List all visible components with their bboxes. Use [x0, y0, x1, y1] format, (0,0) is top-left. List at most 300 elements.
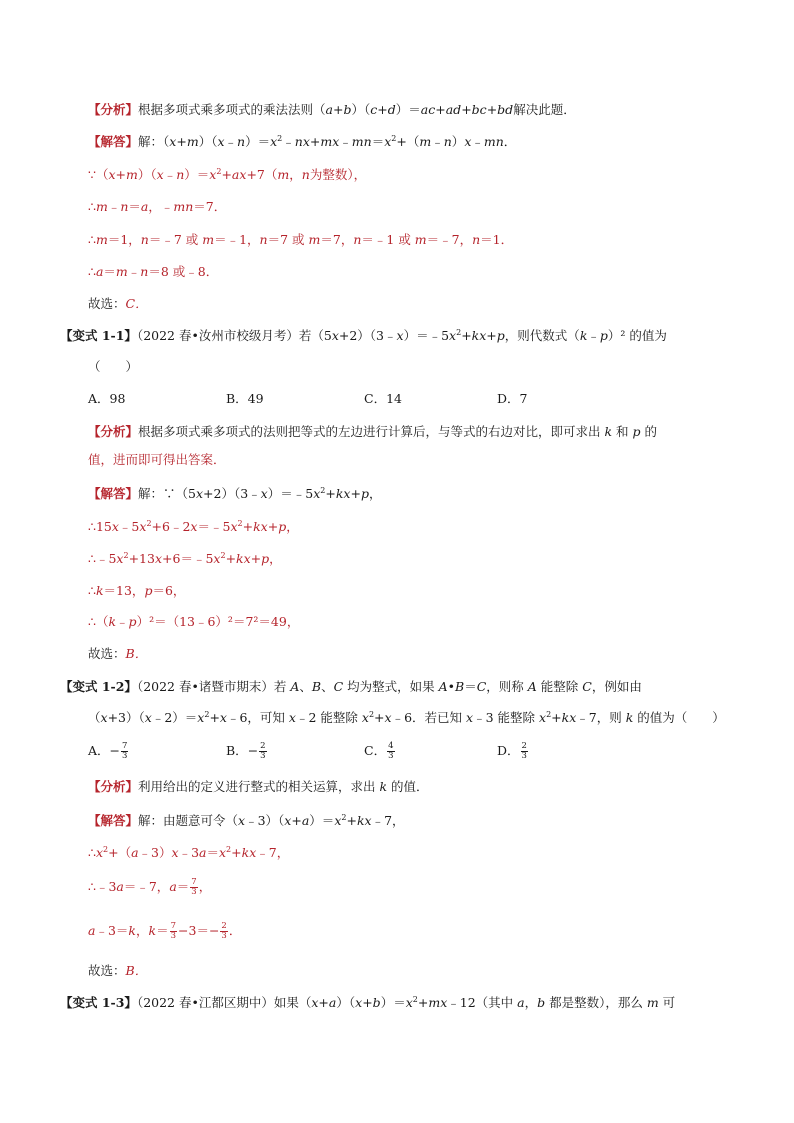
math-variable: p — [261, 551, 270, 566]
math-variable: mn — [351, 134, 372, 149]
text-run: ）＝﹣5 — [267, 486, 314, 501]
math-variable: x — [219, 710, 227, 725]
math-variable: nx — [294, 134, 310, 149]
rich-analysis-2 — [138, 779, 429, 794]
text-run: ＝ — [206, 845, 219, 860]
text-run: + — [486, 328, 497, 343]
math-variable: x — [313, 486, 321, 501]
math-variable: x — [217, 134, 225, 149]
text-run: ）（ — [336, 995, 356, 1010]
text-run: 根据多项式乘多项式的乘法法则（ — [138, 102, 326, 117]
text-run: （2022 春•诸暨市期末）若 — [136, 679, 291, 694]
math-variable: kx — [236, 551, 251, 566]
choice-result: 故选：B． — [88, 646, 148, 661]
text-run: ﹣ — [339, 134, 352, 149]
text-run: ﹣3 — [178, 845, 200, 860]
math-variable: k — [604, 424, 613, 439]
math-variable: n — [140, 264, 149, 279]
text-run: +2）（3﹣ — [338, 328, 397, 343]
math-variable: n — [259, 232, 268, 247]
math-variable: m — [126, 167, 138, 182]
text-run: ﹣3） — [138, 845, 172, 860]
rich-q-2 — [137, 679, 642, 694]
text-run: ，则称 — [486, 679, 528, 694]
math-variable: x — [384, 134, 392, 149]
math-variable: mn — [173, 199, 194, 214]
text-run: ﹣5 — [118, 519, 140, 534]
text-run: + — [176, 134, 187, 149]
text-run: + — [221, 167, 232, 182]
text-run: ， — [524, 995, 538, 1010]
text-run: ﹣7， — [256, 845, 290, 860]
rich-answer-0 — [138, 134, 516, 149]
math-variable: n — [472, 232, 481, 247]
text-run: + — [377, 102, 388, 117]
solution-step: a﹣3＝k，k＝ $\frac{7}{3}$ −3＝− $\frac{2}{3}$ ． — [88, 921, 242, 941]
text-run: ）＝ — [395, 102, 421, 117]
text-run: + — [551, 710, 562, 725]
text-run: ＝7 或 — [267, 232, 309, 247]
text-run: ）（ — [351, 102, 371, 117]
rich-analysis-0 — [138, 102, 576, 117]
text-run: 可 — [658, 995, 676, 1010]
text-run: （ — [88, 710, 101, 725]
math-variable: ac — [420, 102, 436, 117]
math-variable: x — [209, 167, 217, 182]
exponent: 2 — [456, 327, 462, 337]
text-run: + — [291, 813, 302, 828]
option-d: D．7 — [497, 391, 528, 406]
text-run: ﹣ — [471, 134, 484, 149]
math-variable: m — [419, 134, 432, 149]
math-variable: x — [144, 710, 152, 725]
text-run: ）² 的值为 — [607, 328, 667, 343]
text-run: + — [332, 102, 344, 117]
text-run: + — [250, 551, 262, 566]
math-variable: x — [95, 845, 104, 860]
math-variable: bd — [497, 102, 514, 117]
solution-step: ∴﹣3a＝﹣7，a＝ $\frac{7}{3}$ ， — [88, 877, 212, 897]
math-variable: ax — [231, 167, 247, 182]
math-variable: b — [343, 102, 352, 117]
fraction: $\frac{7}{3}$ — [170, 921, 177, 941]
problem-blank: （ ） — [88, 359, 139, 374]
text-run: + — [461, 328, 472, 343]
rich-step-1-2 — [88, 583, 185, 598]
problem-statement: 【变式 1-1】（2022 春•汝州市校级月考）若$(5x+2)(3﹣x)=﹣5x^2+kx+p$，则代数式（k﹣p）² 的值为 — [60, 327, 667, 343]
solution-step — [88, 166, 366, 184]
exponent: 2 — [341, 812, 347, 822]
text-run: 解决此题． — [513, 102, 576, 117]
math-variable: x — [238, 813, 246, 828]
text-run: ） — [451, 134, 465, 149]
math-variable: x — [197, 710, 205, 725]
text-run: ＝7， — [320, 232, 354, 247]
text-run: ﹣ — [116, 614, 129, 629]
text-run: + — [435, 102, 446, 117]
rich-q-3 — [137, 995, 675, 1010]
text-run: ）＝ — [245, 134, 271, 149]
math-variable: x — [466, 710, 474, 725]
fraction: $\frac{2}{3}$ — [260, 741, 266, 761]
text-run: + — [242, 519, 254, 534]
text-run: ﹣ — [107, 199, 121, 214]
math-variable: x — [284, 813, 292, 828]
math-variable: x — [213, 551, 221, 566]
text-run: ＝1， — [107, 232, 141, 247]
text-run: ﹣ — [224, 134, 238, 149]
option-d: D． $\frac{2}{3}$ — [497, 741, 527, 761]
choice-result: 故选：C． — [88, 296, 148, 311]
math-variable: mn — [483, 134, 504, 149]
math-variable: A — [290, 679, 300, 694]
text-run: 的 — [640, 424, 658, 439]
math-variable: mx — [320, 134, 340, 149]
text-run: ﹣ — [127, 264, 141, 279]
math-variable: n — [301, 167, 310, 182]
math-variable: x — [139, 519, 147, 534]
text-run: 解：（ — [138, 134, 170, 149]
math-variable: a — [517, 995, 525, 1010]
math-variable: x — [190, 519, 198, 534]
text-run: ＝﹣1 或 — [361, 232, 415, 247]
text-run: 解：由题意可令（ — [138, 813, 239, 828]
text-run: ﹣7， — [371, 813, 405, 828]
math-variable: a — [199, 845, 207, 860]
math-variable: m — [277, 167, 290, 182]
math-variable: x — [260, 486, 268, 501]
text-run: ∴15 — [88, 519, 112, 534]
exponent: 2 — [123, 550, 129, 560]
text-run: 的值为（ ） — [633, 710, 725, 725]
problem-statement: 【变式 1-2】（2022 春•诸暨市期末）若 A、B、C 均为整式，如果 A•B＝C，则称 A 能整除 C，例如由 — [60, 679, 642, 694]
solution-step — [88, 613, 299, 631]
solution-step — [88, 231, 513, 249]
text-run: +3）（ — [107, 710, 145, 725]
math-variable: x — [539, 710, 547, 725]
text-run: ， — [289, 167, 302, 182]
text-run: ）（ — [137, 167, 157, 182]
exponent: 2 — [226, 844, 232, 854]
text-run: ﹣12（其中 — [447, 995, 518, 1010]
text-run: （2022 春•江都区期中）如果（ — [136, 995, 312, 1010]
text-run: ）＝ — [380, 995, 406, 1010]
text-run: ∵（ — [88, 167, 109, 182]
math-variable: a — [95, 264, 104, 279]
text-run: ﹣2）＝ — [151, 710, 198, 725]
text-run: 、 — [321, 679, 334, 694]
text-run: ﹣ — [163, 167, 177, 182]
text-run: +13 — [128, 551, 155, 566]
rich-step-0-0 — [88, 167, 366, 182]
math-variable: m — [202, 232, 215, 247]
math-variable: x — [396, 328, 404, 343]
text-run: ﹣ — [282, 134, 295, 149]
math-variable: x — [111, 519, 119, 534]
math-variable: k — [379, 779, 388, 794]
text-run: ， — [269, 551, 282, 566]
text-run: ﹣6．若已知 — [391, 710, 467, 725]
text-run: + — [417, 995, 429, 1010]
math-variable: x — [334, 813, 342, 828]
math-variable: b — [372, 995, 381, 1010]
option-a: A．98 — [88, 391, 126, 406]
text-run: ， — [368, 486, 382, 501]
solution-step — [88, 550, 282, 568]
math-variable: x — [361, 710, 369, 725]
exponent: 2 — [204, 709, 210, 719]
text-run: ＝7． — [193, 199, 227, 214]
math-variable: a — [328, 995, 337, 1010]
text-run: ∴ — [88, 845, 96, 860]
math-variable: kx — [356, 813, 372, 828]
option-c: C． $\frac{4}{3}$ — [364, 741, 394, 761]
math-variable: m — [646, 995, 659, 1010]
exponent: 2 — [391, 133, 397, 143]
exponent: 2 — [237, 518, 243, 528]
analysis-line: 【分析】根据多项式乘多项式的乘法法则（a+b）（c+d）＝ac+ad+bc+bd解决此题． — [88, 102, 576, 117]
problem-statement: 【变式 1-3】（2022 春•江都区期中）如果$(x+a)(x+b)=x^2+mx﹣12$（其中 a，b 都是整数），那么 m 可 — [60, 994, 676, 1010]
text-run: ＝8 或﹣8． — [148, 264, 219, 279]
rich-step-0-3 — [88, 264, 218, 279]
fraction: $\frac{7}{3}$ — [122, 741, 128, 761]
text-run: ∴ — [88, 583, 96, 598]
text-run: ∴ — [88, 199, 96, 214]
text-run: ）＝﹣5 — [403, 328, 450, 343]
math-variable: x — [464, 134, 472, 149]
rich-q2-line2 — [88, 710, 725, 725]
exponent: 2 — [146, 518, 152, 528]
analysis-line-cont: 值，进而即可得出答案． — [88, 452, 226, 467]
text-run: ∴﹣5 — [88, 551, 117, 566]
math-variable: m — [95, 232, 108, 247]
math-variable: A — [438, 679, 448, 694]
rich-step-2-0 — [88, 845, 289, 860]
math-variable: k — [579, 328, 588, 343]
math-variable: C — [582, 679, 592, 694]
math-variable: x — [100, 710, 108, 725]
text-run: + — [374, 710, 385, 725]
math-variable: C — [476, 679, 487, 694]
math-variable: n — [237, 134, 246, 149]
math-variable: m — [308, 232, 321, 247]
rich-answer-2 — [138, 813, 405, 828]
text-run: + — [325, 486, 336, 501]
math-variable: bc — [471, 102, 487, 117]
text-run: ＝﹣7 或 — [148, 232, 203, 247]
math-variable: kx — [253, 519, 268, 534]
solution-step — [88, 263, 218, 281]
text-run: +2）（3﹣ — [203, 486, 261, 501]
math-variable: n — [443, 134, 452, 149]
math-variable: x — [384, 710, 392, 725]
text-run: ﹣7，则 — [576, 710, 626, 725]
math-variable: n — [120, 199, 129, 214]
answer-line: 【解答】解：$\because(5x+2)(3﹣x)=﹣5x^2+kx+p$， — [88, 485, 382, 501]
math-variable: x — [270, 134, 278, 149]
math-variable: x — [116, 551, 124, 566]
text-run: ＝ — [103, 264, 116, 279]
text-run: ＝ — [371, 134, 385, 149]
math-variable: kx — [561, 710, 577, 725]
math-variable: p — [496, 328, 505, 343]
text-run: ∴（ — [88, 614, 109, 629]
text-run: ﹣3）（ — [245, 813, 285, 828]
math-variable: p — [599, 328, 608, 343]
math-variable: x — [288, 710, 296, 725]
text-run: 利用给出的定义进行整式的相关运算，求出 — [138, 779, 380, 794]
math-variable: x — [154, 551, 163, 566]
solution-step — [88, 518, 299, 536]
math-variable: m — [414, 232, 427, 247]
math-variable: p — [632, 424, 641, 439]
analysis-line: 【分析】利用给出的定义进行整式的相关运算，求出 k 的值． — [88, 779, 429, 794]
text-run: +7（ — [246, 167, 278, 182]
option-c: C．14 — [364, 391, 402, 406]
answer-line: 【解答】解：$(x+m)(x﹣n)=x^2﹣nx+mx﹣mn=x^2+(m﹣n)x﹣mn$． — [88, 133, 517, 149]
math-variable: x — [218, 845, 227, 860]
text-run: ）＝ — [184, 167, 210, 182]
math-variable: a — [131, 845, 139, 860]
solution-step — [88, 582, 185, 600]
option-b: B．− $\frac{2}{3}$ — [226, 741, 266, 761]
text-run: ＝﹣7， — [426, 232, 473, 247]
text-run: ＝ — [464, 679, 477, 694]
math-variable: ad — [445, 102, 462, 117]
rich-step-1-1 — [88, 551, 282, 566]
exponent: 2 — [103, 844, 109, 854]
exponent: 2 — [277, 133, 283, 143]
math-variable: x — [156, 167, 164, 182]
rich-step-0-1 — [88, 199, 226, 214]
text-run: ﹣2 能整除 — [295, 710, 362, 725]
option-b: B．49 — [226, 391, 264, 406]
math-variable: x — [405, 995, 413, 1010]
text-run: + — [267, 519, 279, 534]
text-run: 都是整数），那么 — [545, 995, 647, 1010]
math-variable: p — [144, 583, 153, 598]
answer-line: 【解答】解：由题意可令$(x﹣3)(x+a)=x^2+kx﹣7$， — [88, 812, 405, 828]
rich-step-1-3 — [88, 614, 299, 629]
rich-answer-1 — [138, 486, 381, 501]
exponent: 2 — [320, 485, 326, 495]
math-variable: x — [169, 134, 177, 149]
text-run: + — [115, 167, 126, 182]
text-run: +（ — [108, 845, 132, 860]
math-variable: d — [387, 102, 396, 117]
exponent: 2 — [368, 709, 375, 719]
text-run: + — [231, 845, 242, 860]
text-run: （2022 春•汝州市校级月考）若（5 — [136, 328, 332, 343]
fraction: $\frac{2}{3}$ — [221, 921, 227, 941]
text-run: 和 — [612, 424, 633, 439]
math-variable: kx — [241, 845, 257, 860]
text-run: 解：∵（5 — [138, 486, 196, 501]
math-variable: x — [331, 328, 339, 343]
math-variable: k — [108, 614, 117, 629]
text-run: ＝6， — [152, 583, 186, 598]
text-run: + — [346, 813, 357, 828]
fraction: $\frac{2}{3}$ — [521, 741, 527, 761]
text-run: ）＝ — [309, 813, 335, 828]
text-run: ，例如由 — [591, 679, 642, 694]
text-run: 为整数）， — [309, 167, 367, 182]
text-run: +6﹣2 — [151, 519, 191, 534]
math-variable: m — [115, 264, 128, 279]
math-variable: B — [455, 679, 465, 694]
text-run: ﹣6，可知 — [226, 710, 289, 725]
text-run: • — [447, 679, 456, 694]
fraction: $\frac{7}{3}$ — [191, 877, 197, 897]
math-variable: mx — [428, 995, 448, 1010]
text-run: + — [486, 102, 498, 117]
text-run: ， — [286, 519, 299, 534]
text-run: + — [309, 134, 321, 149]
text-run: ，则代数式（ — [504, 328, 580, 343]
text-run: + — [362, 995, 373, 1010]
rich-step-1-0 — [88, 519, 299, 534]
math-variable: p — [360, 486, 369, 501]
text-run: ＝﹣1， — [214, 232, 260, 247]
math-variable: p — [278, 519, 287, 534]
math-variable: a — [301, 813, 310, 828]
math-variable: x — [449, 328, 457, 343]
math-variable: m — [95, 199, 108, 214]
solution-step — [88, 844, 289, 862]
rich-q-1 — [137, 328, 667, 343]
solution-step — [88, 198, 226, 216]
text-run: 能整除 — [536, 679, 583, 694]
text-run: ﹣ — [587, 328, 600, 343]
math-variable: x — [195, 486, 204, 501]
option-a: A．− $\frac{7}{3}$ — [88, 741, 128, 761]
text-run: 、 — [299, 679, 312, 694]
text-run: ∴ — [88, 264, 96, 279]
text-run: ＝ — [128, 199, 141, 214]
math-variable: b — [537, 995, 546, 1010]
math-variable: a — [140, 199, 149, 214]
text-run: ＝﹣5 — [197, 519, 231, 534]
math-variable: x — [311, 995, 319, 1010]
analysis-line: 【分析】根据多项式乘多项式的法则把等式的左边进行计算后，与等式的右边对比，即可求出 k 和 p 的 — [88, 424, 658, 439]
text-run: + — [461, 102, 472, 117]
rich-analysis-1 — [138, 424, 657, 439]
math-variable: kx — [471, 328, 487, 343]
math-variable: x — [230, 519, 238, 534]
text-run: ，﹣ — [148, 199, 174, 214]
exponent: 2 — [412, 994, 418, 1004]
math-variable: x — [171, 845, 179, 860]
math-variable: k — [95, 583, 104, 598]
text-run: 根据多项式乘多项式的法则把等式的左边进行计算后，与等式的右边对比，即可求出 — [138, 424, 605, 439]
text-run: ﹣ — [431, 134, 444, 149]
text-run: 的值． — [387, 779, 429, 794]
text-run: ）²＝（13﹣6）²＝7²＝49， — [136, 614, 300, 629]
math-variable: B — [311, 679, 322, 694]
text-run: + — [209, 710, 220, 725]
math-variable: x — [355, 995, 363, 1010]
choice-result: 故选：B． — [88, 963, 148, 978]
fraction: $\frac{4}{3}$ — [388, 741, 394, 761]
text-run: + — [318, 995, 329, 1010]
exponent: 2 — [546, 709, 552, 719]
rich-step-0-2 — [88, 232, 513, 247]
text-run: +6＝﹣5 — [162, 551, 214, 566]
problem-statement-cont — [88, 709, 725, 727]
math-variable: m — [186, 134, 199, 149]
text-run: ． — [503, 134, 517, 149]
text-run: ＝1． — [480, 232, 514, 247]
